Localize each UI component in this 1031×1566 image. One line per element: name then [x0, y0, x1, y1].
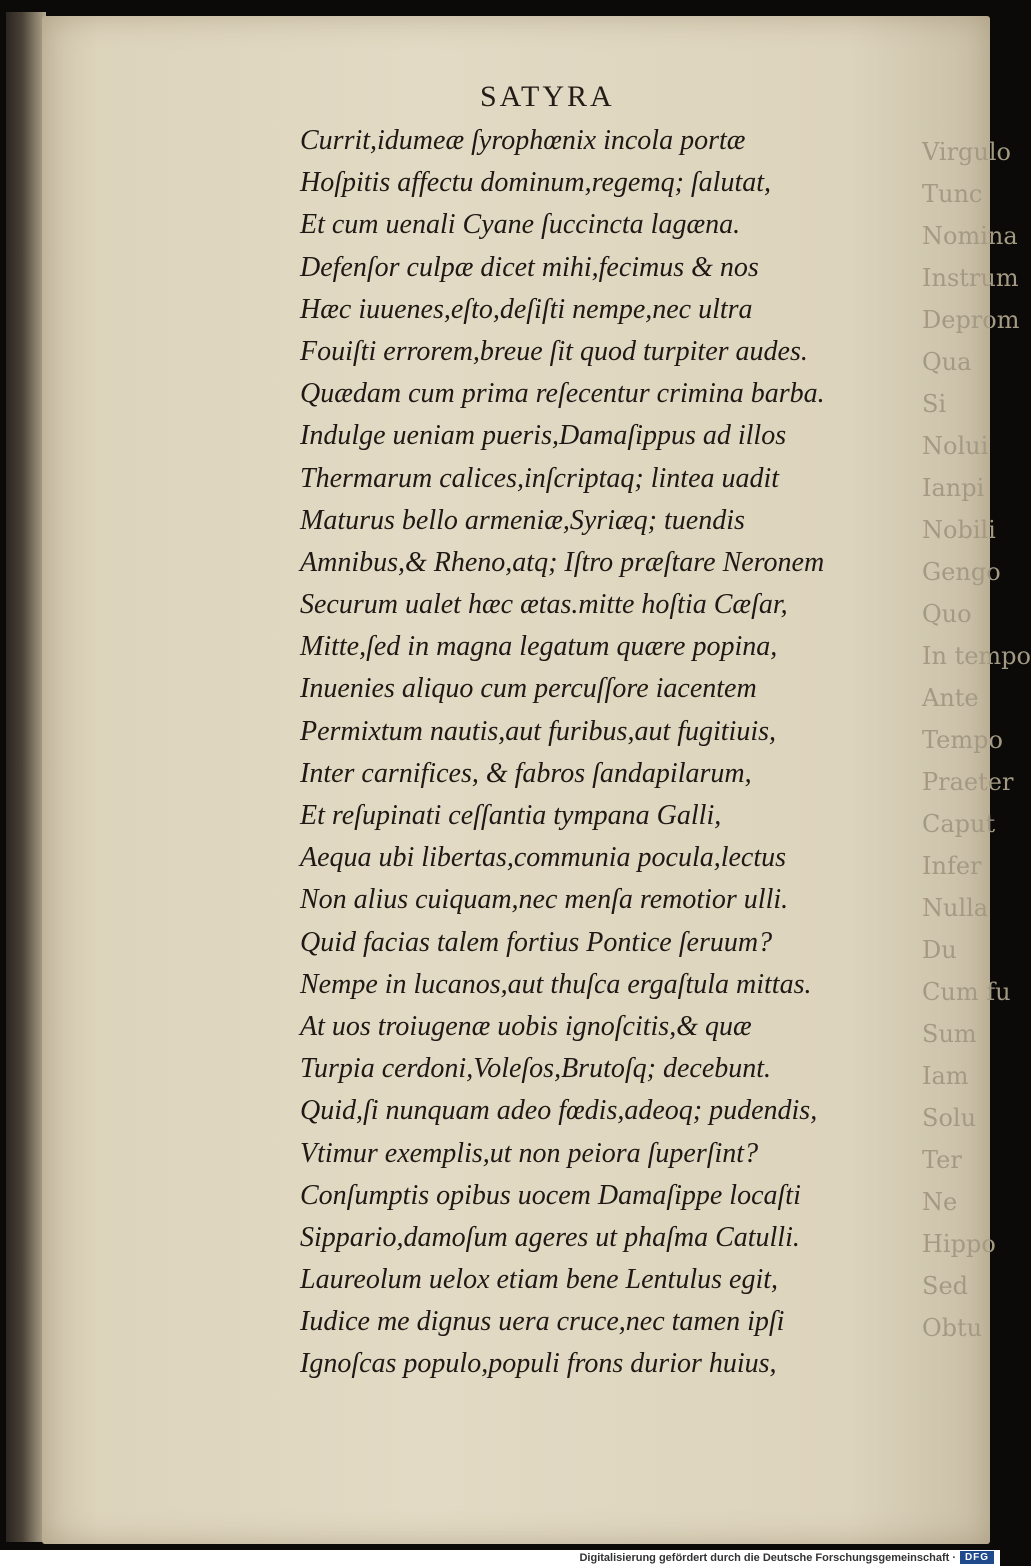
verse-line: Vtimur exemplis,ut non peiora ſuperſint?	[300, 1137, 759, 1169]
bleed-line: Deprom	[922, 306, 1020, 334]
bleed-line: In tempo	[922, 642, 1031, 670]
bleed-line: Instrum	[922, 264, 1019, 292]
verse-line: Quædam cum prima reſecentur crimina barba.	[300, 378, 825, 410]
verse-line: Quid,ſi nunquam adeo fœdis,adeoq; pudendis,	[300, 1095, 818, 1127]
bleed-line: Nomina	[922, 222, 1018, 250]
verse-line: Inuenies aliquo cum percuſſore iacentem	[300, 673, 757, 705]
bleed-line: Cum fu	[922, 978, 1011, 1006]
bleed-line: Si	[922, 390, 947, 418]
verse-line: Hæc iuuenes,eſto,deſiſti nempe,nec ultra	[300, 293, 753, 325]
verse-line: Non alius cuiquam,nec menſa remotior ulli.	[300, 884, 789, 916]
bleed-line: Nobili	[922, 516, 996, 544]
verse-line: Defenſor culpæ dicet mihi,fecimus & nos	[300, 251, 759, 283]
bleed-line: Ne	[922, 1188, 958, 1216]
running-head: SATYRA	[480, 80, 615, 113]
bleed-line: Ter	[922, 1146, 962, 1174]
bleed-line: Caput	[922, 810, 996, 838]
verse-text	[300, 120, 920, 1386]
bleed-line: Tempo	[922, 726, 1003, 754]
verse-line: Turpia cerdoni,Voleſos,Brutoſq; decebunt.	[300, 1053, 772, 1085]
verse-line: Iudice me dignus uera cruce,nec tamen ipſi	[300, 1306, 785, 1338]
bleed-line: Tunc	[922, 180, 983, 208]
bleed-line: Praeter	[922, 768, 1014, 796]
verse-line: Permixtum nautis,aut furibus,aut fugitiuis,	[300, 715, 777, 747]
verse-line: Fouiſti errorem,breue ſit quod turpiter audes.	[300, 335, 808, 367]
verse-line: Laureolum uelox etiam bene Lentulus egit,	[300, 1264, 778, 1296]
verse-line: Inter carnifices, & fabros ſandapilarum,	[300, 757, 752, 789]
bleed-line: Infer	[922, 852, 982, 880]
verse-line: Sippario,damoſum ageres ut phaſma Catulli.	[300, 1221, 800, 1253]
bleed-line: Virgulo	[922, 138, 1012, 166]
verse-line: At uos troiugenæ uobis ignoſcitis,& quæ	[300, 1010, 752, 1042]
bleed-line: Quo	[922, 600, 972, 628]
verse-line: Amnibus,& Rheno,atq; Iſtro præſtare Neronem	[300, 546, 825, 578]
bleed-line: Sed	[922, 1272, 969, 1300]
funding-credit: Digitalisierung gefördert durch die Deutsche Forschungsgemeinschaft ·	[579, 1552, 956, 1564]
verse-line: Ignoſcas populo,populi frons durior huius,	[300, 1348, 777, 1380]
bleed-line: Gengo	[922, 558, 1001, 586]
verse-line: Nempe in lucanos,aut thuſca ergaſtula mittas.	[300, 968, 812, 1000]
verse-line: Aequa ubi libertas,communia pocula,lectus	[300, 842, 787, 874]
bleed-line: Du	[922, 936, 957, 964]
bleed-line: Nolui	[922, 432, 989, 460]
bleed-line: Qua	[922, 348, 972, 376]
verse-line: Hoſpitis affectu dominum,regemq; ſalutat,	[300, 167, 772, 199]
verse-line: Thermarum calices,inſcriptaq; lintea uadit	[300, 462, 780, 494]
bleed-line: Ianpi	[922, 474, 985, 502]
bleed-line: Hippo	[922, 1230, 996, 1258]
verse-line: Quid facias talem fortius Pontice ſeruum?	[300, 926, 773, 958]
verse-line: Securum ualet hæc ætas.mitte hoſtia Cæſar,	[300, 589, 788, 621]
bleed-line: Nulla	[922, 894, 989, 922]
verse-line: Mitte,ſed in magna legatum quære popina,	[300, 631, 778, 663]
verse-line: Conſumptis opibus uocem Damaſippe locaſti	[300, 1179, 801, 1211]
verse-line: Et reſupinati ceſſantia tympana Galli,	[300, 800, 722, 831]
verse-line: Indulge ueniam pueris,Damaſippus ad illos	[300, 420, 787, 452]
verse-line: Maturus bello armeniæ,Syriæq; tuendis	[300, 504, 745, 536]
dfg-logo: DFG	[960, 1551, 994, 1564]
verse-line: Currit,idumeæ ſyrophœnix incola portæ	[300, 125, 746, 156]
verse-line: Et cum uenali Cyane ſuccincta lagæna.	[300, 209, 741, 241]
bleed-line: Obtu	[922, 1314, 983, 1342]
bleed-line: Solu	[922, 1104, 977, 1132]
bleed-line: Ante	[922, 684, 979, 712]
page-stack-edge	[6, 12, 46, 1542]
bleed-line: Sum	[922, 1020, 977, 1048]
bleed-line: Iam	[922, 1062, 969, 1090]
